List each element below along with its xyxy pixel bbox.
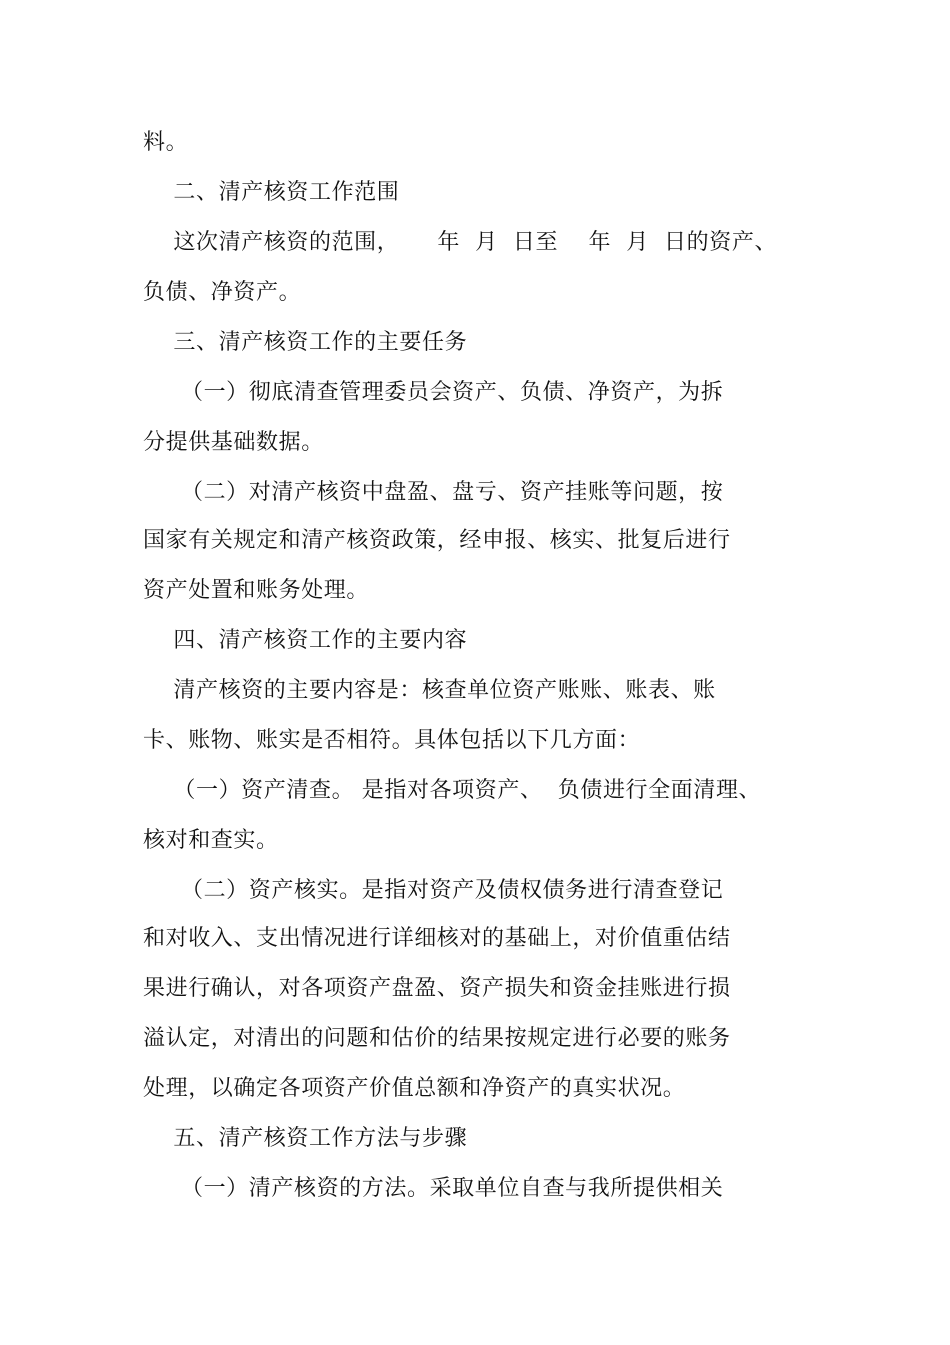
text-line: 料。 xyxy=(143,130,189,155)
text-line: （二）资产核实。是指对资产及债权债务进行清查登记 xyxy=(143,878,724,903)
text-line: （一）资产清查。 是指对各项资产、 负债进行全面清理、 xyxy=(143,778,762,803)
section-heading: 四、清产核资工作的主要内容 xyxy=(143,628,468,653)
section-heading: 二、清产核资工作范围 xyxy=(143,180,400,205)
text-line: 和对收入、支出情况进行详细核对的基础上，对价值重估结 xyxy=(143,926,731,951)
text-line: （一）清产核资的方法。采取单位自查与我所提供相关 xyxy=(143,1176,724,1201)
text-line: 清产核资的主要内容是：核查单位资产账账、账表、账 xyxy=(143,678,716,703)
text-line: （二）对清产核资中盘盈、盘亏、资产挂账等问题，按 xyxy=(143,480,724,505)
text-line: 国家有关规定和清产核资政策，经申报、核实、批复后进行 xyxy=(143,528,731,553)
section-heading: 五、清产核资工作方法与步骤 xyxy=(143,1126,468,1151)
text-line: （一）彻底清查管理委员会资产、负债、净资产，为拆 xyxy=(143,380,724,405)
text-line: 溢认定，对清出的问题和估价的结果按规定进行必要的账务 xyxy=(143,1026,731,1051)
text-line: 卡、账物、账实是否相符。具体包括以下几方面： xyxy=(143,728,641,753)
text-line: 负债、净资产。 xyxy=(143,280,302,305)
text-line: 处理，以确定各项资产价值总额和净资产的真实状况。 xyxy=(143,1076,686,1101)
section-heading: 三、清产核资工作的主要任务 xyxy=(143,330,468,355)
text-line: 分提供基础数据。 xyxy=(143,430,324,455)
text-line: 这次清产核资的范围， 年 月 日至 年 月 日的资产、 xyxy=(143,230,778,255)
text-line: 果进行确认，对各项资产盘盈、资产损失和资金挂账进行损 xyxy=(143,976,731,1001)
text-line: 资产处置和账务处理。 xyxy=(143,578,370,603)
text-line: 核对和查实。 xyxy=(143,828,279,853)
